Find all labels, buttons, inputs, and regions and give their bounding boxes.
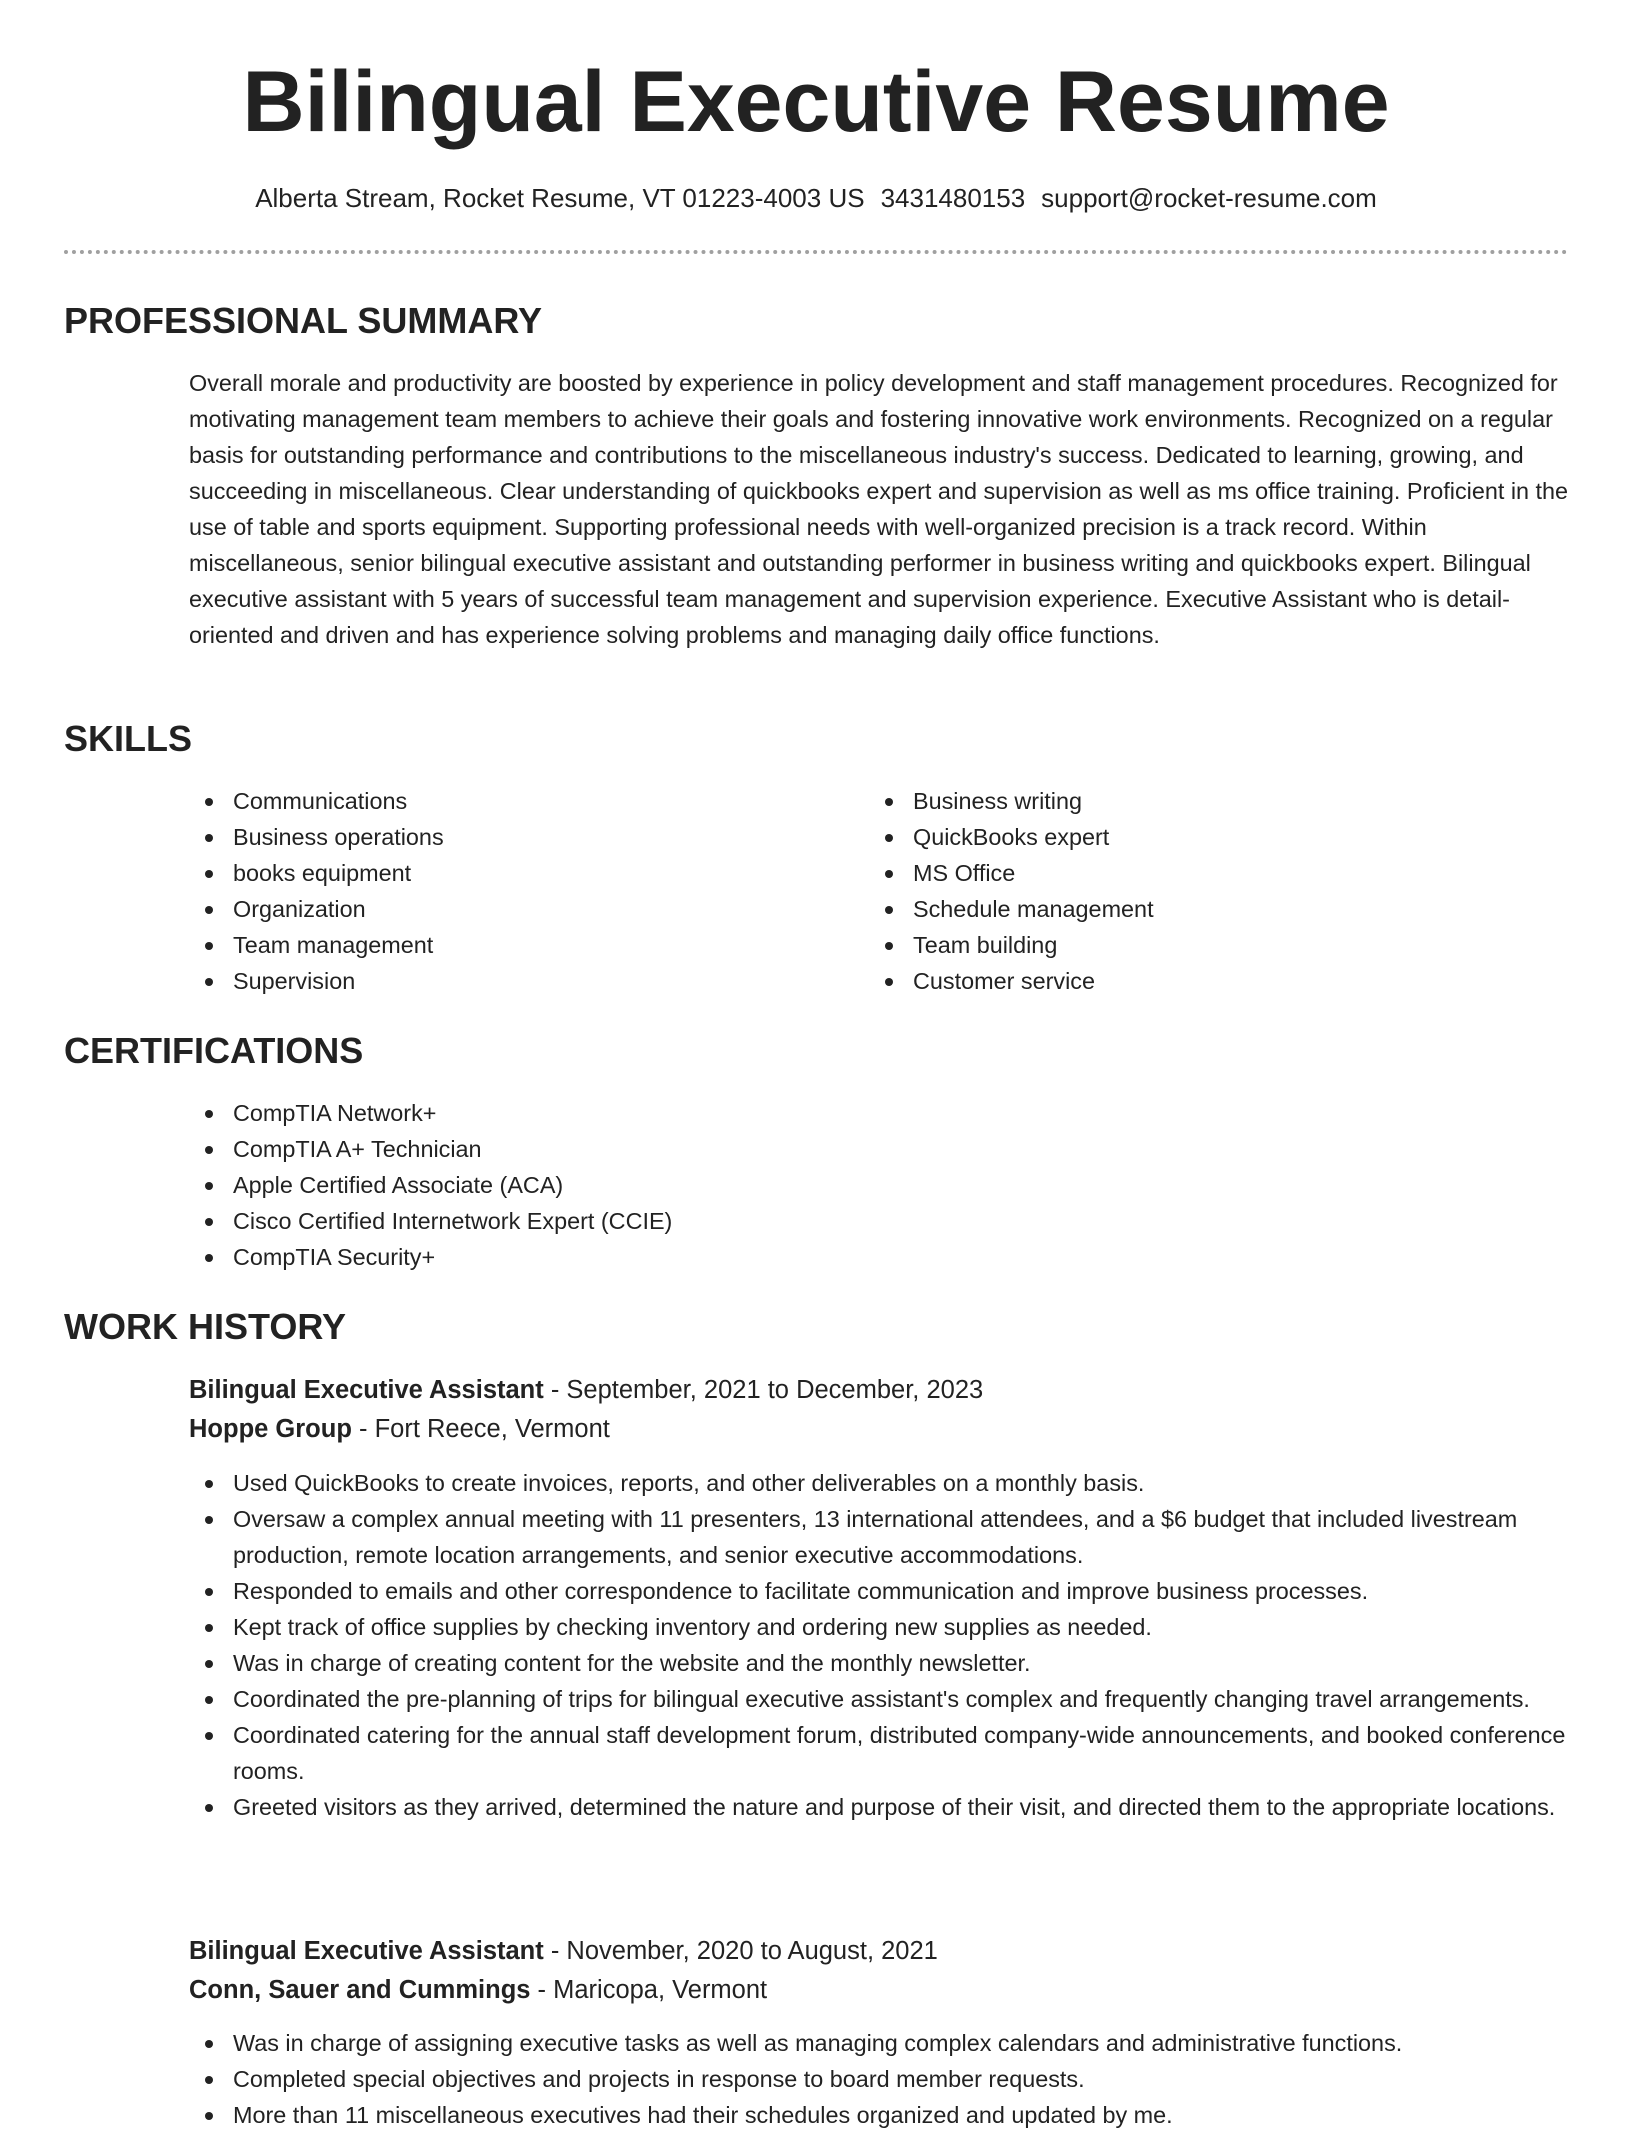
contact-phone: 3431480153 bbox=[880, 183, 1026, 213]
skill-item: Team building bbox=[869, 927, 1509, 963]
skills-left-column bbox=[189, 783, 829, 999]
summary-text: Overall morale and productivity are boosted by experience in policy development and staff management procedures. Recognized for motivating management team members to achieve their goals and fostering innovative work environments. Recognized on a regular basis for outstanding performance and contributions to the miscellaneous industry's success. Dedicated to learning, growing, and succeeding in miscellaneous. Clear understanding of quickbooks expert and supervision as well as ms office training. Proficient in the use of table and sports equipment. Supporting professional needs with well-organized precision is a track record. Within miscellaneous, senior bilingual executive assistant and outstanding performer in business writing and quickbooks expert. Bilingual executive assistant with 5 years of successful team management and supervision experience. Executive Assistant who is detail-oriented and driven and has experience solving problems and managing daily office functions. bbox=[189, 370, 1569, 648]
certification-item: CompTIA A+ Technician bbox=[189, 1131, 672, 1167]
contact-email[interactable]: support@rocket-resume.com bbox=[1041, 183, 1377, 213]
job-title-line bbox=[189, 1932, 938, 1970]
job-company: Conn, Sauer and Cummings bbox=[189, 1976, 531, 2004]
job-bullet: Oversaw a complex annual meeting with 11 presenters, 13 international attendees, and a $6 budget that included livestream production, remote location arrangements, and senior executive accommodations. bbox=[189, 1501, 1569, 1573]
skill-item: Communications bbox=[189, 783, 829, 819]
job-bullet: Used QuickBooks to create invoices, reports, and other deliverables on a monthly basis. bbox=[189, 1465, 1569, 1501]
skill-item: Business writing bbox=[869, 783, 1509, 819]
skill-item: Team management bbox=[189, 927, 829, 963]
job-bullet: Kept track of office supplies by checking inventory and ordering new supplies as needed. bbox=[189, 1609, 1569, 1645]
contact-address: Alberta Stream, Rocket Resume, VT 01223-4003 US bbox=[255, 183, 865, 213]
certification-item: Cisco Certified Internetwork Expert (CCIE) bbox=[189, 1203, 672, 1239]
skill-item: QuickBooks expert bbox=[869, 819, 1509, 855]
job-bullet: Coordinated the pre-planning of trips for bilingual executive assistant's complex and frequently changing travel arrangements. bbox=[189, 1681, 1569, 1717]
job-bullet: Greeted visitors as they arrived, determined the nature and purpose of their visit, and directed them to the appropriate locations. bbox=[189, 1789, 1569, 1825]
summary-heading: PROFESSIONAL SUMMARY bbox=[64, 300, 543, 341]
certification-item: CompTIA Security+ bbox=[189, 1239, 672, 1275]
job-bullets bbox=[189, 2025, 1569, 2133]
skill-item: Business operations bbox=[189, 819, 829, 855]
skills-heading: SKILLS bbox=[64, 718, 193, 759]
job-title: Bilingual Executive Assistant bbox=[189, 1937, 544, 1965]
job-company-line bbox=[189, 1410, 610, 1448]
job-company-line bbox=[189, 1971, 767, 2009]
certification-item: CompTIA Network+ bbox=[189, 1095, 672, 1131]
job-company: Hoppe Group bbox=[189, 1415, 352, 1443]
skill-item: Schedule management bbox=[869, 891, 1509, 927]
certification-item: Apple Certified Associate (ACA) bbox=[189, 1167, 672, 1203]
job-dates: - November, 2020 to August, 2021 bbox=[543, 1937, 938, 1965]
certifications-heading: CERTIFICATIONS bbox=[64, 1030, 364, 1071]
job-bullet: Was in charge of assigning executive tasks as well as managing complex calendars and administrative functions. bbox=[189, 2025, 1569, 2061]
job-bullets bbox=[189, 1465, 1569, 1825]
contact-line bbox=[0, 180, 1632, 216]
certifications-list bbox=[189, 1095, 672, 1275]
skill-item: Organization bbox=[189, 891, 829, 927]
work-history-heading: WORK HISTORY bbox=[64, 1306, 347, 1347]
job-bullet: Was in charge of creating content for the website and the monthly newsletter. bbox=[189, 1645, 1569, 1681]
job-bullet: Coordinated catering for the annual staff development forum, distributed company-wide announcements, and booked conference rooms. bbox=[189, 1717, 1569, 1789]
job-location: - Fort Reece, Vermont bbox=[351, 1415, 610, 1443]
skill-item: Customer service bbox=[869, 963, 1509, 999]
job-bullet: Completed special objectives and projects in response to board member requests. bbox=[189, 2061, 1569, 2097]
skill-item: Supervision bbox=[189, 963, 829, 999]
job-dates: - September, 2021 to December, 2023 bbox=[543, 1376, 984, 1404]
skill-item: books equipment bbox=[189, 855, 829, 891]
skill-item: MS Office bbox=[869, 855, 1509, 891]
skills-right-column bbox=[869, 783, 1509, 999]
job-title-line bbox=[189, 1371, 983, 1409]
resume-title: Bilingual Executive Resume bbox=[242, 54, 1390, 150]
header-divider bbox=[64, 250, 1568, 254]
job-location: - Maricopa, Vermont bbox=[530, 1976, 768, 2004]
job-bullet: More than 11 miscellaneous executives had their schedules organized and updated by me. bbox=[189, 2097, 1569, 2133]
job-bullet: Responded to emails and other correspondence to facilitate communication and improve business processes. bbox=[189, 1573, 1569, 1609]
job-title: Bilingual Executive Assistant bbox=[189, 1376, 544, 1404]
